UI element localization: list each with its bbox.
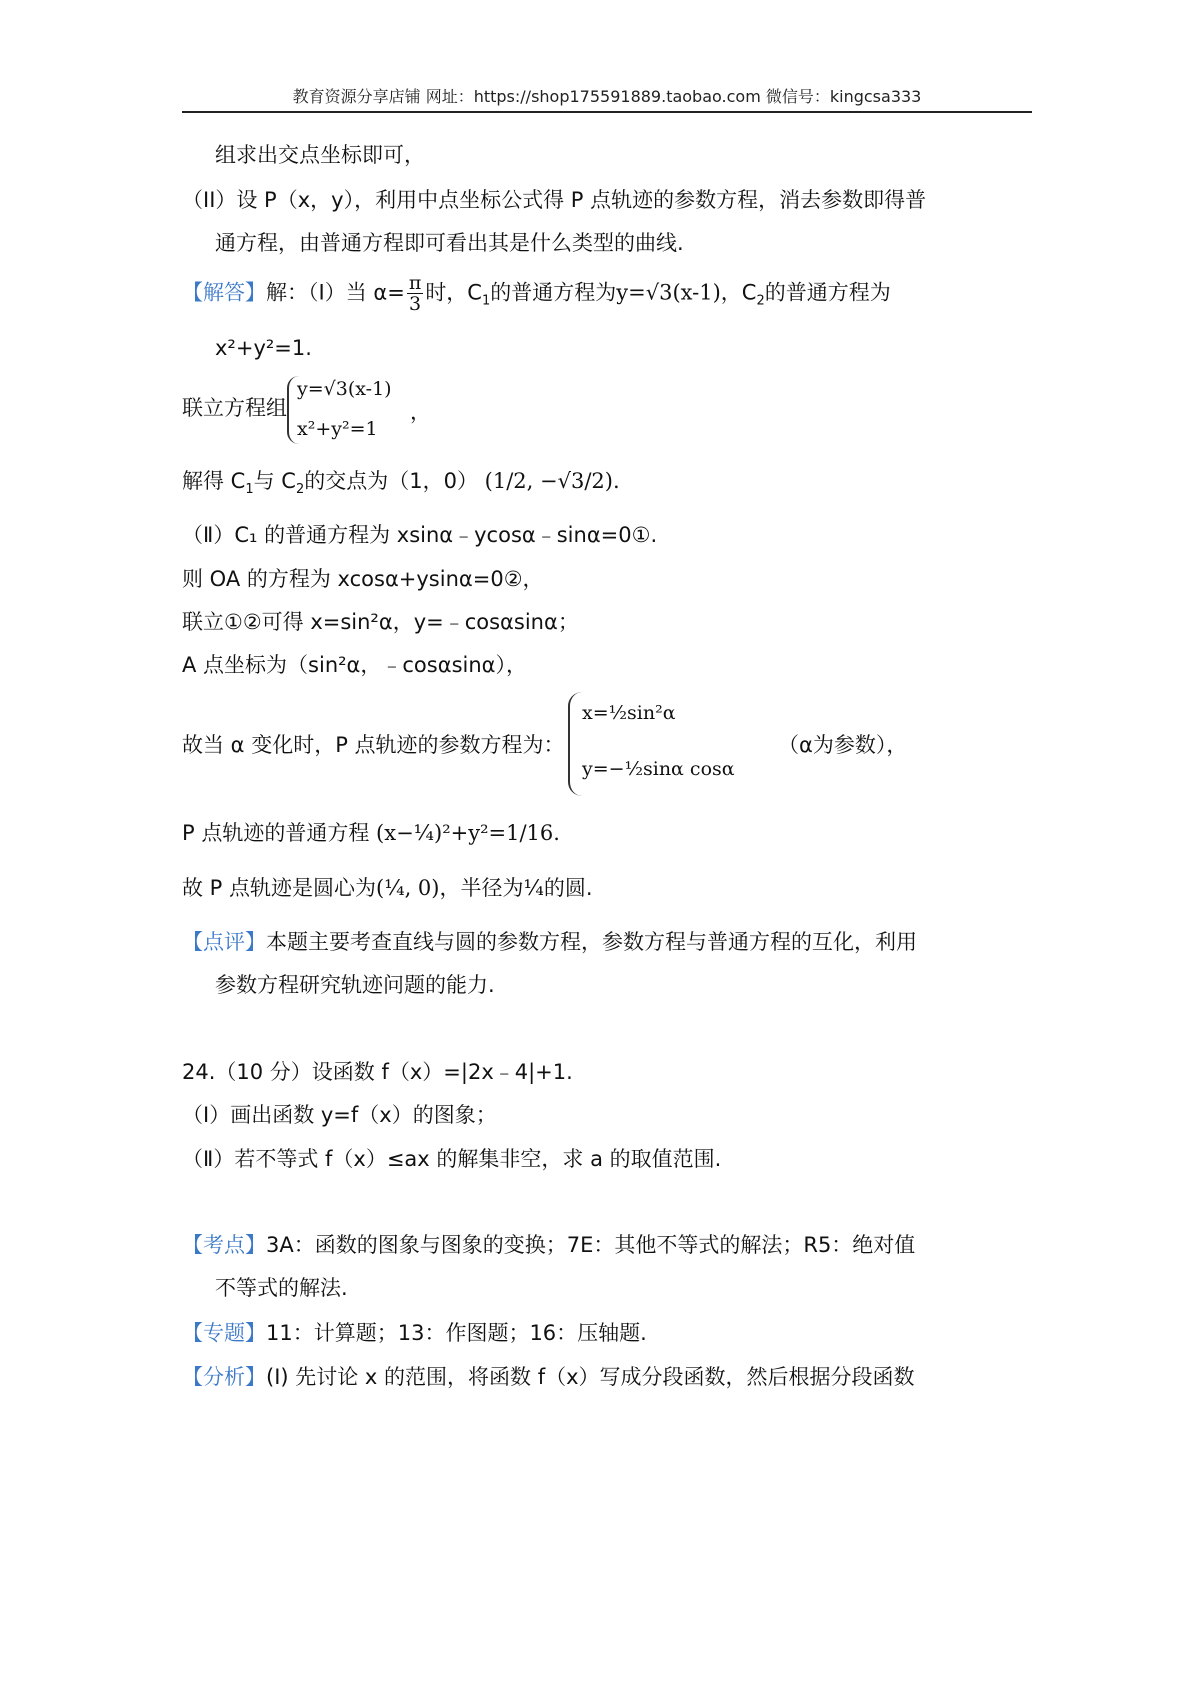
comment-line <box>182 927 917 957</box>
text-line <box>182 818 560 848</box>
text-span: 的交点为（1，0） <box>304 469 478 493</box>
text-line: 联立方程组 <box>182 396 287 420</box>
text-span: 的普通方程为 <box>490 280 617 305</box>
text-span: 本题主要考查直线与圆的参数方程，参数方程与普通方程的互化，利用 <box>266 930 917 954</box>
system-eq-2: y=−½sinα cosα <box>582 758 735 780</box>
text-span: 3A：函数的图象与图象的变换；7E：其他不等式的解法；R5：绝对值 <box>266 1233 916 1257</box>
header-divider <box>182 111 1032 113</box>
text-span: ，半径为 <box>439 876 524 900</box>
left-brace <box>568 692 582 796</box>
page-header: 教育资源分享店铺 网址：https://shop175591889.taobao.com 微信号：kingcsa333 <box>292 87 922 106</box>
system-eq-1: y=√3(x-1) <box>297 378 392 400</box>
text-span: 解得 C <box>182 469 246 493</box>
fenxi-line <box>182 1362 915 1392</box>
zhuanti-tag: 【专题】 <box>182 1321 266 1345</box>
text-span: 故 P 点轨迹是圆心为 <box>182 876 377 900</box>
text-span: (I) 先讨论 x 的范围，将函数 f（x）写成分段函数，然后根据分段函数 <box>266 1365 915 1389</box>
numerator: π <box>408 272 422 294</box>
text-span: 与 C <box>253 469 296 493</box>
radius: ¼ <box>523 876 544 900</box>
text-span: 11：计算题；13：作图题；16：压轴题. <box>266 1321 647 1345</box>
point: (1/2, −√3/2). <box>484 469 620 493</box>
text-line: （II）设 P（x，y），利用中点坐标公式得 P 点轨迹的参数方程，消去参数即得普 <box>182 188 927 212</box>
kaodian-line <box>182 1230 915 1260</box>
question-part: （Ⅱ）若不等式 f（x）≤ax 的解集非空，求 a 的取值范围. <box>182 1147 722 1171</box>
equation: (x−¼)²+y²=1/16. <box>376 821 560 845</box>
fraction <box>407 273 424 314</box>
text-line: x²+y²=1. <box>215 336 312 360</box>
text-line: 故当 α 变化时，P 点轨迹的参数方程为： <box>182 733 565 757</box>
text-line: 组求出交点坐标即可， <box>215 143 425 167</box>
text-span: 的普通方程为 <box>764 280 891 305</box>
text-line <box>182 873 593 903</box>
comment-tag: 【点评】 <box>182 930 266 954</box>
text-line: 解得 $C_1$与 $C_2$的交点为（1，0） (1/2, −√3/2). <box>182 469 620 498</box>
text-span: 时，C <box>425 280 482 305</box>
text-line: （Ⅱ）C₁ 的普通方程为 xsinα﹣ycosα﹣sinα=0①. <box>182 523 658 547</box>
text-line: A 点坐标为（sin²α，﹣cosαsinα）， <box>182 653 527 677</box>
center: (¼, 0) <box>376 876 440 900</box>
answer-line: 【解答】解：（Ⅰ）当 α= $\frac{\pi}{3}$ 时，$C_1$的普通方程为y=√3(x-1)，$C_2$的普通方程为 <box>182 272 891 315</box>
text-line: 参数方程研究轨迹问题的能力. <box>215 973 495 997</box>
system-eq-1: x=½sin²α <box>582 702 676 724</box>
question-title: 24.（10 分）设函数 f（x）=|2x﹣4|+1. <box>182 1060 573 1084</box>
text-line: 联立①②可得 x=sin²α，y=﹣cosαsinα； <box>182 610 579 634</box>
text-span: （α为参数）， <box>778 733 908 757</box>
equation: y=√3(x-1) <box>616 280 721 305</box>
kaodian-tag: 【考点】 <box>182 1233 266 1257</box>
denominator: 3 <box>409 293 422 315</box>
answer-tag: 【解答】 <box>182 280 266 305</box>
text-span: P 点轨迹的普通方程 <box>182 821 370 845</box>
text-line: 则 OA 的方程为 xcosα+ysinα=0②， <box>182 567 544 591</box>
text-span: ，C <box>720 280 757 305</box>
text-span: 的圆. <box>543 876 593 900</box>
text-line: 通方程，由普通方程即可看出其是什么类型的曲线. <box>215 231 684 255</box>
text-span: 解：（Ⅰ）当 α= <box>266 280 405 305</box>
question-part: （Ⅰ）画出函数 y=f（x）的图象； <box>182 1103 497 1127</box>
fenxi-tag: 【分析】 <box>182 1365 266 1389</box>
text-span: ， <box>410 400 431 424</box>
system-eq-2: x²+y²=1 <box>297 418 378 440</box>
text-line: 不等式的解法. <box>215 1276 348 1300</box>
zhuanti-line <box>182 1318 647 1348</box>
